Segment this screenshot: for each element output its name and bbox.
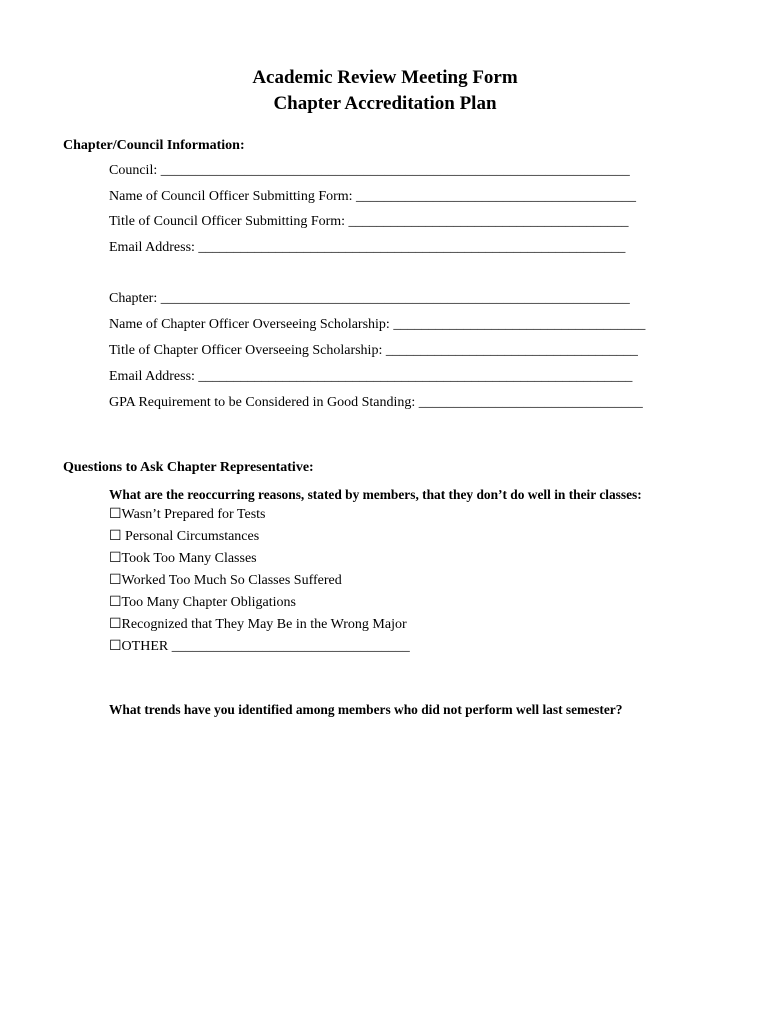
checkbox-option-wrong-major[interactable]: ☐Recognized that They May Be in the Wrong Major <box>109 617 407 632</box>
council-email-field: Email Address: _____________________________________________________________ <box>109 240 626 255</box>
checkbox-option-personal-circumstances[interactable]: ☐ Personal Circumstances <box>109 529 260 544</box>
council-section-heading: Chapter/Council Information: <box>63 138 245 153</box>
question-trends: What trends have you identified among members who did not perform well last semester? <box>109 702 623 717</box>
question-reasons: What are the reoccurring reasons, stated by members, that they don’t do well in their classes: <box>109 487 642 502</box>
chapter-field: Chapter: ___________________________________________________________________ <box>109 291 630 306</box>
checkbox-option-worked-too-much[interactable]: ☐Worked Too Much So Classes Suffered <box>109 573 342 588</box>
council-field: Council: ___________________________________________________________________ <box>109 163 630 178</box>
council-officer-name-field: Name of Council Officer Submitting Form: ________________________________________ <box>109 189 637 204</box>
form-subtitle: Chapter Accreditation Plan <box>273 93 497 114</box>
chapter-officer-title-field: Title of Chapter Officer Overseeing Scholarship: ____________________________________ <box>109 343 638 358</box>
checkbox-option-too-many-classes[interactable]: ☐Took Too Many Classes <box>109 551 257 566</box>
gpa-requirement-field: GPA Requirement to be Considered in Good Standing: ________________________________ <box>109 395 643 410</box>
checkbox-option-chapter-obligations[interactable]: ☐Too Many Chapter Obligations <box>109 595 296 610</box>
questions-section-heading: Questions to Ask Chapter Representative: <box>63 460 314 475</box>
chapter-officer-name-field: Name of Chapter Officer Overseeing Scholarship: ____________________________________ <box>109 317 646 332</box>
chapter-email-field: Email Address: ______________________________________________________________ <box>109 369 633 384</box>
checkbox-option-other[interactable]: ☐OTHER __________________________________ <box>109 639 410 654</box>
checkbox-option-not-prepared[interactable]: ☐Wasn’t Prepared for Tests <box>109 507 266 522</box>
form-title: Academic Review Meeting Form <box>252 67 518 88</box>
council-officer-title-field: Title of Council Officer Submitting Form: ________________________________________ <box>109 214 629 229</box>
